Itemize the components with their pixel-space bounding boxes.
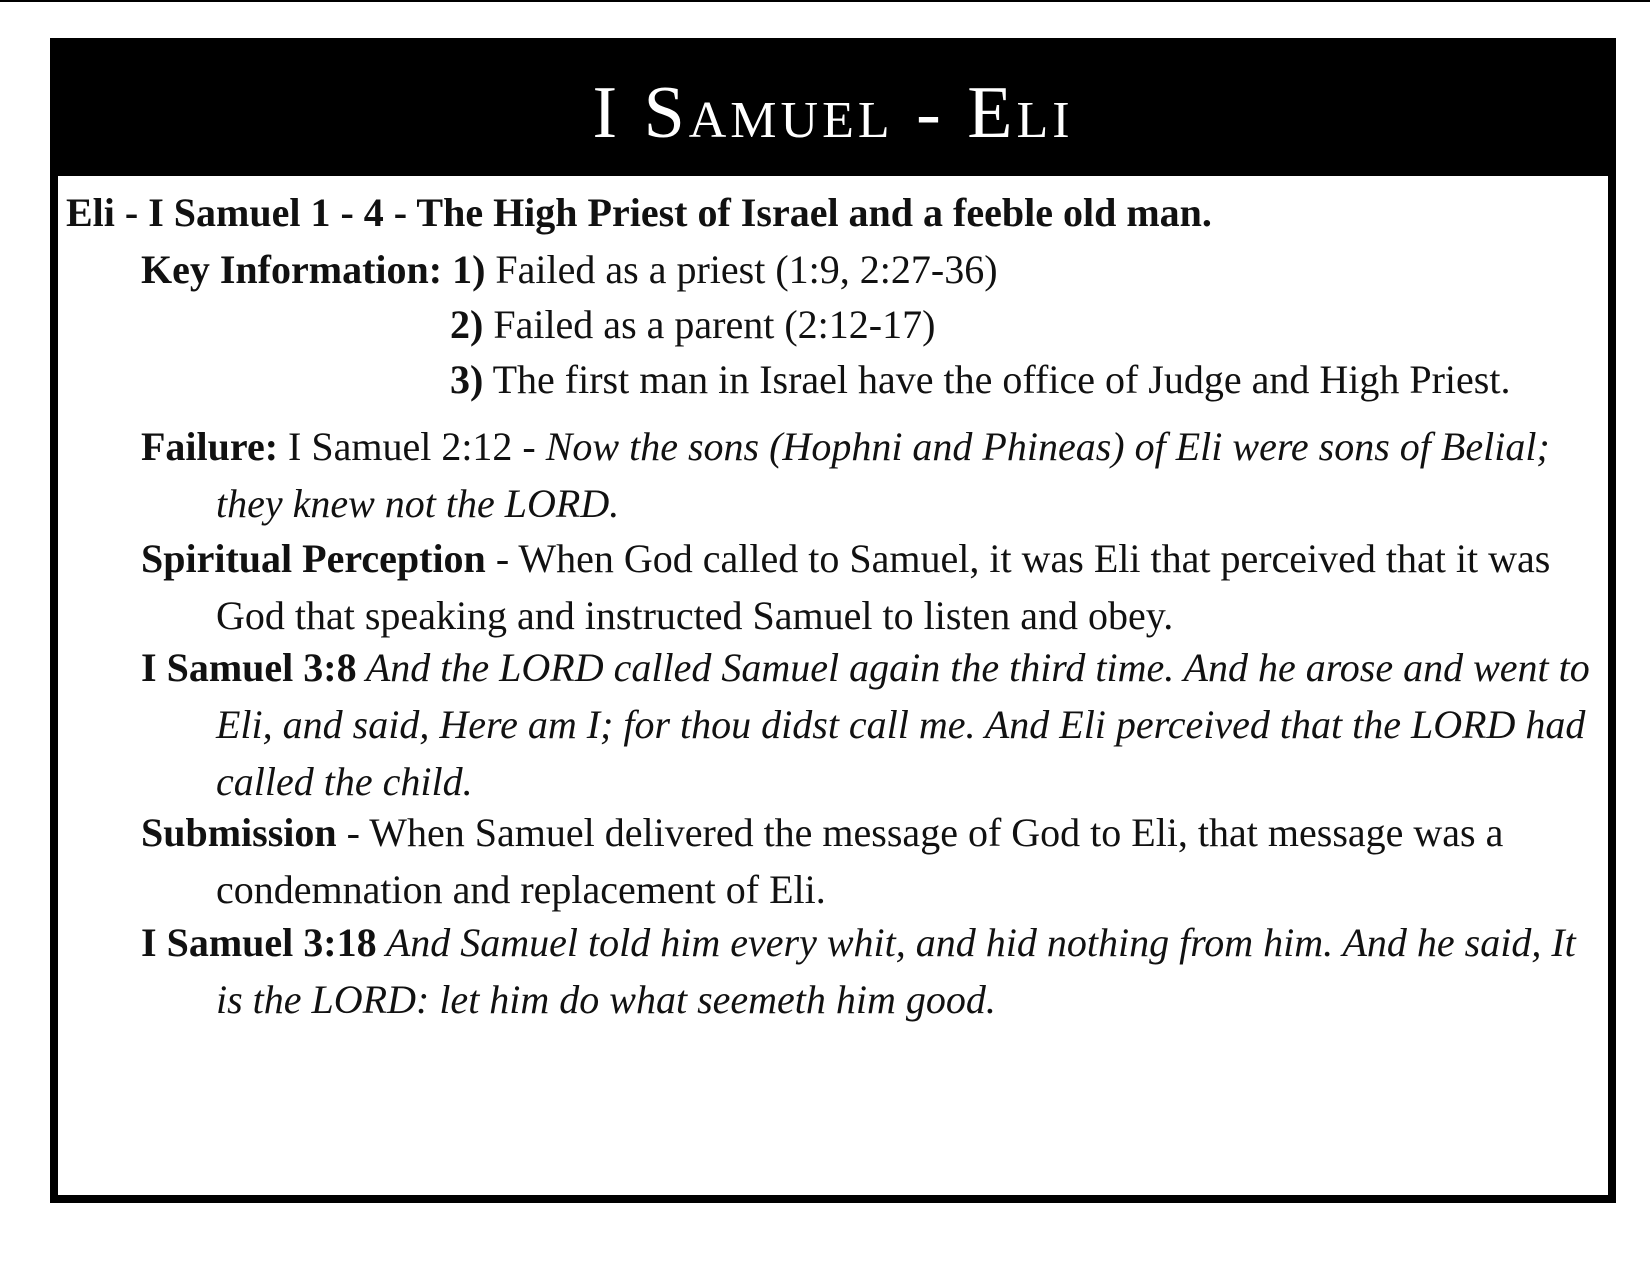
key-info-line-3	[450, 351, 1510, 408]
submission-text: - When Samuel delivered the message of God to Eli, that message was a condemnation and replacement of Eli.	[216, 810, 1504, 912]
failure-label: Failure:	[141, 424, 279, 469]
spiritual-perception-label: Spiritual Perception	[141, 536, 486, 581]
failure-quote: Now the sons (Hophni and Phineas) of Eli were sons of Belial; they knew not the LORD.	[216, 424, 1550, 526]
key-info-line-1	[141, 241, 998, 298]
verse-3-18-paragraph	[141, 914, 1611, 1028]
section-heading: Eli - I Samuel 1 - 4 - The High Priest of Israel and a feeble old man.	[66, 190, 1212, 235]
failure-paragraph	[141, 418, 1611, 532]
top-rule	[0, 0, 1650, 2]
verse-3-8-paragraph	[141, 639, 1611, 810]
spiritual-perception-text: - When God called to Samuel, it was Eli that perceived that it was God that speaking and instructed Samuel to listen and obey.	[216, 536, 1551, 638]
key-info-text-2: Failed as a parent (2:12-17)	[483, 302, 936, 347]
key-info-label: Key Information:	[141, 247, 443, 292]
key-info-num-3: 3)	[450, 357, 484, 402]
submission-label: Submission	[141, 810, 337, 855]
key-info-num-2: 2)	[450, 302, 484, 347]
key-info-text-3: The first man in Israel have the office of Judge and High Priest.	[483, 357, 1511, 402]
verse-3-8-quote: And the LORD called Samuel again the third time. And he arose and went to Eli, and said, Here am I; for thou didst call me. And Eli perceived that the LORD had called the child.	[216, 645, 1590, 804]
key-info-line-2	[450, 296, 935, 353]
submission-paragraph	[141, 804, 1611, 918]
verse-3-18-ref: I Samuel 3:18	[141, 920, 377, 965]
spiritual-perception-paragraph	[141, 530, 1611, 644]
title-bar	[58, 46, 1608, 176]
key-info-text-1: Failed as a priest (1:9, 2:27-36)	[485, 247, 998, 292]
verse-3-8-ref: I Samuel 3:8	[141, 645, 357, 690]
key-info-num-1: 1)	[452, 247, 486, 292]
failure-ref: I Samuel 2:12 -	[278, 424, 546, 469]
page-title: I Samuel - Eli	[592, 72, 1074, 154]
verse-3-18-quote: And Samuel told him every whit, and hid nothing from him. And he said, It is the LORD: let him do what seemeth him good.	[216, 920, 1576, 1022]
study-card	[50, 38, 1616, 1203]
